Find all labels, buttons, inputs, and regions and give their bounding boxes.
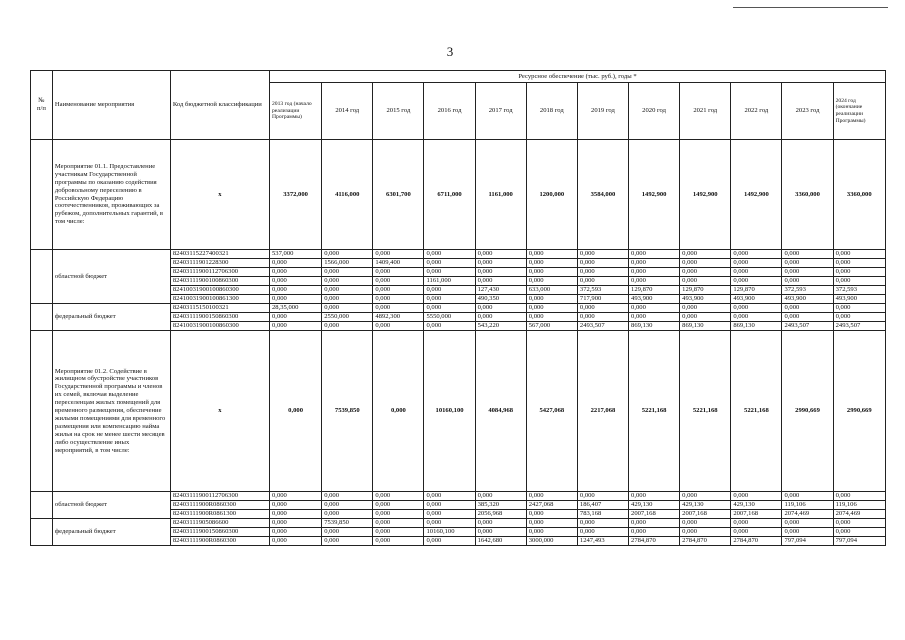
budget-value: 0,000 xyxy=(373,286,424,295)
budget-source-label: федеральный бюджет xyxy=(52,304,170,331)
budget-code: 82403111905086600 xyxy=(170,519,269,528)
total-value: 3372,000 xyxy=(270,140,322,250)
total-value: 7539,850 xyxy=(322,331,373,492)
header-year: 2014 год xyxy=(322,83,373,140)
budget-value: 797,094 xyxy=(782,537,833,546)
budget-value: 0,000 xyxy=(322,250,373,259)
budget-value: 0,000 xyxy=(270,277,322,286)
budget-value: 0,000 xyxy=(526,259,577,268)
activity-code: х xyxy=(170,331,269,492)
budget-value: 0,000 xyxy=(629,277,680,286)
header-year: 2019 год xyxy=(577,83,628,140)
budget-value: 0,000 xyxy=(526,295,577,304)
budget-value: 0,000 xyxy=(731,519,782,528)
activity-title: Мероприятие 01.2. Содействие в жилищном обустройстве участников Государственной программы и членов их семей, включая выделение переселенцам жилых помещений для временного размещения, обеспечение жилыми помещениями для временного размещения или компенсацию найма жилья на срок не менее шести месяцев либо осуществление иных мероприятий, в том числе: xyxy=(52,331,170,492)
total-value: 0,000 xyxy=(373,331,424,492)
budget-value: 0,000 xyxy=(731,492,782,501)
row-number xyxy=(31,519,53,546)
budget-value: 1247,493 xyxy=(577,537,628,546)
budget-value: 0,000 xyxy=(373,295,424,304)
budget-value: 2074,469 xyxy=(782,510,833,519)
budget-value: 783,168 xyxy=(577,510,628,519)
budget-value: 0,000 xyxy=(577,250,628,259)
header-year: 2017 год xyxy=(475,83,526,140)
budget-value: 0,000 xyxy=(424,286,475,295)
budget-value: 0,000 xyxy=(577,313,628,322)
budget-value: 633,000 xyxy=(526,286,577,295)
budget-value: 0,000 xyxy=(577,528,628,537)
budget-value: 0,000 xyxy=(577,519,628,528)
budget-value: 0,000 xyxy=(373,268,424,277)
budget-value: 0,000 xyxy=(270,295,322,304)
resource-table xyxy=(30,70,886,546)
budget-value: 0,000 xyxy=(526,519,577,528)
budget-value: 0,000 xyxy=(782,492,833,501)
budget-value: 0,000 xyxy=(833,304,885,313)
budget-value: 186,407 xyxy=(577,501,628,510)
budget-value: 0,000 xyxy=(577,304,628,313)
budget-value: 0,000 xyxy=(373,510,424,519)
budget-value: 490,350 xyxy=(475,295,526,304)
budget-code: 82410031900100861300 xyxy=(170,295,269,304)
budget-value: 7539,850 xyxy=(322,519,373,528)
budget-value: 0,000 xyxy=(526,277,577,286)
budget-value: 2784,870 xyxy=(680,537,731,546)
budget-value: 2427,068 xyxy=(526,501,577,510)
total-value: 5427,068 xyxy=(526,331,577,492)
budget-code: 82403111900112706300 xyxy=(170,492,269,501)
row-number xyxy=(31,492,53,519)
budget-value: 0,000 xyxy=(731,250,782,259)
header-year: 2016 год xyxy=(424,83,475,140)
header-resources-title: Ресурсное обеспечение (тыс. руб.), годы * xyxy=(270,71,886,83)
budget-source-label: областной бюджет xyxy=(52,492,170,519)
budget-value: 429,130 xyxy=(731,501,782,510)
activity-title: Мероприятие 01.1. Предоставление участникам Государственной программы по оказанию содействия добровольному переселению в Российскую Федерацию соотечественников, проживающих за рубежом, дополнительных гарантий, в том числе: xyxy=(52,140,170,250)
budget-code: 82403111900R0861300 xyxy=(170,510,269,519)
budget-value: 129,870 xyxy=(629,286,680,295)
budget-value: 0,000 xyxy=(322,322,373,331)
budget-value: 0,000 xyxy=(782,250,833,259)
budget-value: 0,000 xyxy=(680,268,731,277)
budget-code: 82403115227400321 xyxy=(170,250,269,259)
budget-value: 0,000 xyxy=(629,528,680,537)
total-value: 5221,168 xyxy=(731,331,782,492)
budget-value: 0,000 xyxy=(833,313,885,322)
budget-value: 3000,000 xyxy=(526,537,577,546)
budget-value: 0,000 xyxy=(322,510,373,519)
budget-value: 0,000 xyxy=(424,322,475,331)
header-year: 2018 год xyxy=(526,83,577,140)
budget-value: 0,000 xyxy=(629,250,680,259)
budget-value: 0,000 xyxy=(270,492,322,501)
budget-value: 2784,870 xyxy=(731,537,782,546)
header-year: 2020 год xyxy=(629,83,680,140)
budget-value: 129,870 xyxy=(680,286,731,295)
budget-value: 0,000 xyxy=(373,322,424,331)
budget-value: 1409,400 xyxy=(373,259,424,268)
budget-value: 0,000 xyxy=(526,250,577,259)
budget-value: 385,320 xyxy=(475,501,526,510)
budget-value: 0,000 xyxy=(629,492,680,501)
budget-value: 0,000 xyxy=(526,510,577,519)
total-value: 3360,000 xyxy=(782,140,833,250)
budget-value: 0,000 xyxy=(424,501,475,510)
budget-value: 2550,000 xyxy=(322,313,373,322)
budget-value: 0,000 xyxy=(782,528,833,537)
total-value: 1200,000 xyxy=(526,140,577,250)
budget-value: 797,094 xyxy=(833,537,885,546)
budget-value: 0,000 xyxy=(373,528,424,537)
budget-value: 869,130 xyxy=(731,322,782,331)
budget-value: 0,000 xyxy=(270,510,322,519)
budget-code: 82410031900100860300 xyxy=(170,286,269,295)
total-value: 4116,000 xyxy=(322,140,373,250)
header-year: 2015 год xyxy=(373,83,424,140)
budget-value: 4892,300 xyxy=(373,313,424,322)
budget-value: 0,000 xyxy=(577,259,628,268)
budget-value: 0,000 xyxy=(629,313,680,322)
budget-value: 493,900 xyxy=(782,295,833,304)
activity-code: х xyxy=(170,140,269,250)
budget-value: 0,000 xyxy=(475,528,526,537)
budget-value: 0,000 xyxy=(731,304,782,313)
budget-code: 82403111900R0860300 xyxy=(170,537,269,546)
budget-value: 0,000 xyxy=(475,519,526,528)
budget-source-label: федеральный бюджет xyxy=(52,519,170,546)
budget-value: 0,000 xyxy=(270,259,322,268)
row-number xyxy=(31,140,53,250)
budget-value: 0,000 xyxy=(424,492,475,501)
budget-value: 0,000 xyxy=(782,268,833,277)
budget-value: 119,106 xyxy=(833,501,885,510)
budget-value: 0,000 xyxy=(322,528,373,537)
budget-value: 0,000 xyxy=(782,519,833,528)
budget-value: 0,000 xyxy=(833,492,885,501)
budget-value: 0,000 xyxy=(373,519,424,528)
budget-value: 127,430 xyxy=(475,286,526,295)
budget-value: 0,000 xyxy=(373,250,424,259)
budget-value: 0,000 xyxy=(322,501,373,510)
header-year: 2013 год (начало реализации Программы) xyxy=(270,83,322,140)
budget-value: 0,000 xyxy=(373,501,424,510)
budget-value: 0,000 xyxy=(270,537,322,546)
budget-value: 119,106 xyxy=(782,501,833,510)
budget-value: 0,000 xyxy=(322,304,373,313)
budget-value: 28,35,000 xyxy=(270,304,322,313)
header-name: Наименование мероприятия xyxy=(52,71,170,140)
total-value: 1492,900 xyxy=(731,140,782,250)
budget-value: 0,000 xyxy=(475,304,526,313)
header-year: 2024 год (окончание реализации Программы) xyxy=(833,83,885,140)
budget-value: 2784,870 xyxy=(629,537,680,546)
budget-value: 0,000 xyxy=(270,501,322,510)
budget-value: 0,000 xyxy=(526,268,577,277)
budget-value: 5550,000 xyxy=(424,313,475,322)
budget-value: 0,000 xyxy=(270,286,322,295)
budget-value: 129,870 xyxy=(731,286,782,295)
header-year: 2023 год xyxy=(782,83,833,140)
budget-code: 82403111901228300 xyxy=(170,259,269,268)
budget-value: 0,000 xyxy=(373,304,424,313)
row-number xyxy=(31,331,53,492)
budget-value: 0,000 xyxy=(782,277,833,286)
budget-value: 0,000 xyxy=(731,277,782,286)
budget-value: 0,000 xyxy=(680,313,731,322)
budget-value: 0,000 xyxy=(373,492,424,501)
budget-value: 0,000 xyxy=(475,268,526,277)
budget-value: 0,000 xyxy=(322,286,373,295)
budget-value: 543,220 xyxy=(475,322,526,331)
total-value: 6711,000 xyxy=(424,140,475,250)
budget-code: 82403111900112706300 xyxy=(170,268,269,277)
budget-value: 0,000 xyxy=(475,492,526,501)
budget-value: 0,000 xyxy=(833,259,885,268)
budget-value: 0,000 xyxy=(577,277,628,286)
budget-value: 1566,000 xyxy=(322,259,373,268)
header-code: Код бюджетной классификации xyxy=(170,71,269,140)
budget-value: 717,900 xyxy=(577,295,628,304)
budget-value: 567,000 xyxy=(526,322,577,331)
budget-value: 372,593 xyxy=(577,286,628,295)
budget-value: 0,000 xyxy=(680,492,731,501)
budget-value: 0,000 xyxy=(373,277,424,286)
budget-value: 493,900 xyxy=(833,295,885,304)
budget-value: 0,000 xyxy=(322,277,373,286)
budget-value: 2493,507 xyxy=(782,322,833,331)
budget-source-label: областной бюджет xyxy=(52,250,170,304)
budget-value: 0,000 xyxy=(833,519,885,528)
budget-value: 2007,168 xyxy=(680,510,731,519)
page-number: 3 xyxy=(446,44,454,59)
total-value: 0,000 xyxy=(270,331,322,492)
budget-value: 0,000 xyxy=(424,304,475,313)
budget-value: 0,000 xyxy=(526,304,577,313)
total-value: 2990,669 xyxy=(782,331,833,492)
budget-value: 10160,100 xyxy=(424,528,475,537)
budget-value: 0,000 xyxy=(731,313,782,322)
budget-value: 0,000 xyxy=(270,322,322,331)
row-number xyxy=(31,304,53,331)
budget-value: 0,000 xyxy=(833,277,885,286)
budget-value: 0,000 xyxy=(424,510,475,519)
budget-value: 2007,168 xyxy=(629,510,680,519)
budget-value: 429,130 xyxy=(629,501,680,510)
budget-code: 82403111900150860300 xyxy=(170,528,269,537)
budget-value: 0,000 xyxy=(270,313,322,322)
budget-value: 0,000 xyxy=(577,268,628,277)
budget-value: 0,000 xyxy=(782,313,833,322)
budget-value: 0,000 xyxy=(680,304,731,313)
header-number: № п/п xyxy=(31,71,53,140)
budget-value: 493,900 xyxy=(731,295,782,304)
total-value: 5221,168 xyxy=(629,331,680,492)
budget-value: 0,000 xyxy=(629,304,680,313)
budget-value: 0,000 xyxy=(475,259,526,268)
budget-value: 0,000 xyxy=(680,277,731,286)
budget-value: 0,000 xyxy=(424,537,475,546)
budget-value: 0,000 xyxy=(475,250,526,259)
budget-value: 0,000 xyxy=(731,528,782,537)
total-value: 6301,700 xyxy=(373,140,424,250)
budget-value: 0,000 xyxy=(526,492,577,501)
header-year: 2022 год xyxy=(731,83,782,140)
budget-value: 0,000 xyxy=(680,519,731,528)
budget-value: 0,000 xyxy=(270,528,322,537)
budget-value: 2493,507 xyxy=(833,322,885,331)
row-number xyxy=(31,250,53,304)
budget-value: 0,000 xyxy=(629,268,680,277)
budget-value: 0,000 xyxy=(424,519,475,528)
top-rule xyxy=(733,7,888,8)
budget-value: 372,593 xyxy=(782,286,833,295)
budget-value: 372,593 xyxy=(833,286,885,295)
budget-value: 493,900 xyxy=(629,295,680,304)
budget-value: 0,000 xyxy=(526,528,577,537)
budget-value: 0,000 xyxy=(424,259,475,268)
budget-value: 0,000 xyxy=(424,295,475,304)
budget-value: 2056,968 xyxy=(475,510,526,519)
budget-value: 0,000 xyxy=(526,313,577,322)
budget-value: 429,130 xyxy=(680,501,731,510)
budget-value: 0,000 xyxy=(833,528,885,537)
budget-value: 0,000 xyxy=(270,268,322,277)
budget-value: 869,130 xyxy=(680,322,731,331)
total-value: 3584,000 xyxy=(577,140,628,250)
budget-code: 82403115150100321 xyxy=(170,304,269,313)
budget-value: 0,000 xyxy=(475,313,526,322)
budget-code: 82403111900100860300 xyxy=(170,277,269,286)
total-value: 1492,900 xyxy=(629,140,680,250)
budget-value: 1642,680 xyxy=(475,537,526,546)
total-value: 5221,168 xyxy=(680,331,731,492)
budget-value: 0,000 xyxy=(833,250,885,259)
budget-value: 1161,000 xyxy=(424,277,475,286)
header-year: 2021 год xyxy=(680,83,731,140)
budget-value: 0,000 xyxy=(782,259,833,268)
budget-value: 0,000 xyxy=(833,268,885,277)
budget-value: 0,000 xyxy=(322,295,373,304)
budget-code: 82410031900100860300 xyxy=(170,322,269,331)
total-value: 2217,068 xyxy=(577,331,628,492)
budget-value: 2493,507 xyxy=(577,322,628,331)
budget-value: 0,000 xyxy=(322,268,373,277)
budget-value: 0,000 xyxy=(680,250,731,259)
budget-value: 0,000 xyxy=(629,519,680,528)
budget-value: 0,000 xyxy=(424,250,475,259)
total-value: 4084,968 xyxy=(475,331,526,492)
budget-value: 0,000 xyxy=(424,268,475,277)
budget-value: 0,000 xyxy=(629,259,680,268)
budget-value: 0,000 xyxy=(322,492,373,501)
total-value: 1492,900 xyxy=(680,140,731,250)
budget-value: 0,000 xyxy=(373,537,424,546)
budget-value: 493,900 xyxy=(680,295,731,304)
budget-value: 869,130 xyxy=(629,322,680,331)
budget-value: 0,000 xyxy=(475,277,526,286)
budget-value: 0,000 xyxy=(731,259,782,268)
budget-value: 2074,469 xyxy=(833,510,885,519)
budget-value: 0,000 xyxy=(731,268,782,277)
budget-value: 0,000 xyxy=(577,492,628,501)
total-value: 2990,669 xyxy=(833,331,885,492)
total-value: 3360,000 xyxy=(833,140,885,250)
budget-value: 0,000 xyxy=(322,537,373,546)
budget-value: 0,000 xyxy=(680,259,731,268)
budget-value: 537,000 xyxy=(270,250,322,259)
budget-code: 82403111900150860300 xyxy=(170,313,269,322)
budget-value: 0,000 xyxy=(782,304,833,313)
budget-code: 82403111900R0860300 xyxy=(170,501,269,510)
total-value: 10160,100 xyxy=(424,331,475,492)
budget-value: 0,000 xyxy=(270,519,322,528)
total-value: 1161,000 xyxy=(475,140,526,250)
budget-value: 0,000 xyxy=(680,528,731,537)
budget-value: 2007,168 xyxy=(731,510,782,519)
